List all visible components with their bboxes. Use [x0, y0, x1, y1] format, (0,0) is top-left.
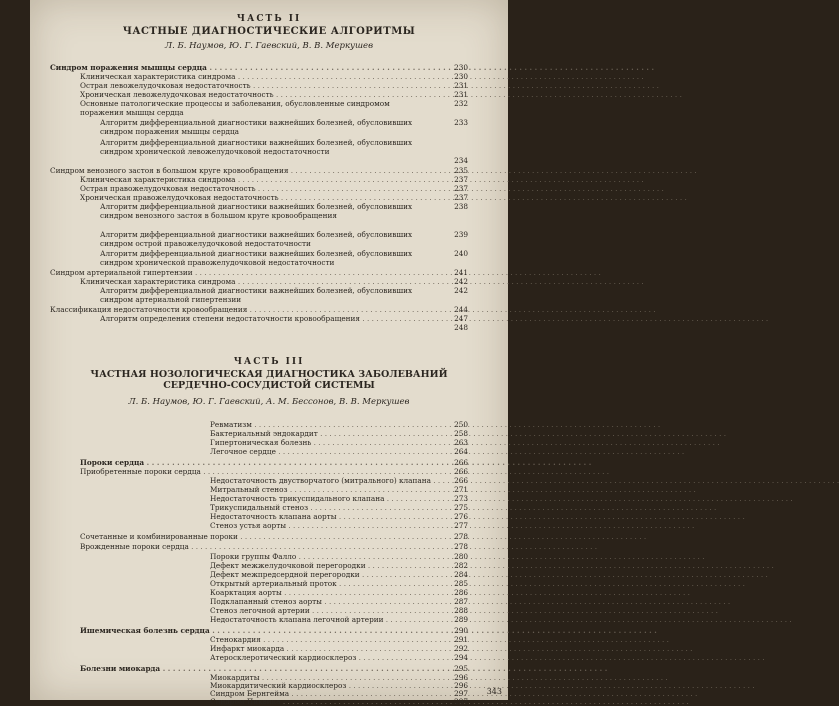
part-2-title: ЧАСТНЫЕ ДИАГНОСТИЧЕСКИЕ АЛГОРИТМЫ — [122, 26, 416, 37]
toc-entry: Алгоритм дифференциальной диагностики важнейших болезней, обусловивших синдром венозного застоя в большом круге кровообращения 238 — [100, 202, 468, 220]
toc-entry: Дефект межжелудочковой перегородки . . . 282 — [210, 561, 468, 570]
toc-entry: Болезни миокарда . . . 295 — [80, 664, 468, 673]
toc-entry: Недостаточность двустворчатого (митрального) клапана . . . 266 — [210, 476, 468, 485]
toc-entry: 248 — [454, 323, 468, 332]
toc-entry: Клиническая характеристика синдрома . . . 242 — [80, 277, 468, 286]
toc-entry: Недостаточность трикуспидального клапана . . . 273 — [210, 494, 468, 503]
toc-entry: Ревматизм . . . 250 — [210, 420, 468, 429]
toc-entry: Клиническая характеристика синдрома . . . 237 — [80, 175, 468, 184]
book-page — [30, 0, 508, 706]
toc-entry: Синдром артериальной гипертензии . . . 241 — [50, 268, 468, 277]
toc-entry: Инфаркт миокарда . . . 292 — [210, 644, 468, 653]
toc-entry: Сочетанные и комбинированные пороки . . . 278 — [80, 532, 468, 541]
toc-entry: Миокардиты . . . 296 — [210, 673, 468, 682]
toc-entry: Основные патологические процессы и заболевания, обусловленные синдромом поражения мышцы сердца 232 — [80, 99, 468, 117]
toc-entry: Хроническая правожелудочковая недостаточность . . . 237 — [80, 193, 468, 202]
toc-entry: Недостаточность клапана аорты . . . 276 — [210, 512, 468, 521]
toc-entry: Трикуспидальный стеноз . . . 275 — [210, 503, 468, 512]
toc-entry: Миокардитический кардиосклероз . . . 296 — [210, 681, 468, 690]
toc-entry: Острая правожелудочковая недостаточность . . . 237 — [80, 184, 468, 193]
part-3-heading: ЧАСТЬ III — [233, 357, 305, 367]
toc-entry: Пороки группы Фалло . . . 280 — [210, 552, 468, 561]
part-3-title: ЧАСТНАЯ НОЗОЛОГИЧЕСКАЯ ДИАГНОСТИКА ЗАБОЛЕВАНИЙ СЕРДЕЧНО-СОСУДИСТОЙ СИСТЕМЫ — [90, 369, 448, 391]
page-number: 343 — [486, 687, 502, 696]
toc-entry: Алгоритм дифференциальной диагностики важнейших болезней, обусловивших синдром хронической правожелудочковой недостаточности 240 — [100, 249, 468, 267]
toc-entry: Хроническая левожелудочковая недостаточность . . . 231 — [80, 90, 468, 99]
toc-entry: Стеноз легочной артерии . . . 288 — [210, 606, 468, 615]
toc-entry: Синдром венозного застоя в большом круге кровообращения . . . 235 — [50, 166, 468, 175]
part-3-authors: Л. Б. Наумов, Ю. Г. Гаевский, А. М. Бессонов, В. В. Меркушев — [128, 397, 410, 407]
toc-entry: Дефект межпредсердной перегородки . . . 284 — [210, 570, 468, 579]
part-2-heading: ЧАСТЬ II — [236, 14, 302, 24]
toc-entry: Бактериальный эндокардит . . . 258 — [210, 429, 468, 438]
toc-entry: Коарктация аорты . . . 286 — [210, 588, 468, 597]
toc-entry: Синдром Пиквика . . . 297 — [210, 697, 468, 700]
toc-entry: Пороки сердца . . . 266 — [80, 458, 468, 467]
toc-entry: Классификация недостаточности кровообращения . . . 244 — [50, 305, 468, 314]
toc-entry: Синдром Бернгейма . . . 297 — [210, 689, 468, 698]
toc-entry: Алгоритм дифференциальной диагностики важнейших болезней, обусловивших синдром поражения мышцы сердца 233 — [100, 118, 468, 136]
part-2-authors: Л. Б. Наумов, Ю. Г. Гаевский, В. В. Меркушев — [164, 41, 374, 51]
toc-entry: Синдром поражения мышцы сердца . . . 230 — [50, 63, 468, 72]
toc-entry: Недостаточность клапана легочной артерии . . . 289 — [210, 615, 468, 624]
toc-entry: Гипертоническая болезнь . . . 263 — [210, 438, 468, 447]
toc-entry: Стенокардия . . . 291 — [210, 635, 468, 644]
toc-entry: Приобретенные пороки сердца . . . 266 — [80, 467, 468, 476]
toc-entry: Атеросклеротический кардиосклероз . . . 294 — [210, 653, 468, 662]
toc-entry: Стеноз устья аорты . . . 277 — [210, 521, 468, 530]
toc-entry: Алгоритм дифференциальной диагностики важнейших болезней, обусловивших синдром хронической левожелудочковой недостаточности 234 — [100, 138, 468, 165]
toc-entry: Алгоритм определения степени недостаточности кровообращения . . . 247 — [100, 314, 468, 323]
toc-entry: Митральный стеноз . . . 271 — [210, 485, 468, 494]
toc-entry: Алгоритм дифференциальной диагностики важнейших болезней, обусловивших синдром артериальной гипертензии 242 — [100, 286, 468, 304]
toc-entry: Легочное сердце . . . 264 — [210, 447, 468, 456]
toc-entry: Подклапанный стеноз аорты . . . 287 — [210, 597, 468, 606]
toc-entry: Открытый артериальный проток . . . 285 — [210, 579, 468, 588]
toc-entry: Ишемическая болезнь сердца . . . 290 — [80, 626, 468, 635]
toc-entry: Врожденные пороки сердца . . . 278 — [80, 542, 468, 551]
toc-entry: Клиническая характеристика синдрома . . . 230 — [80, 72, 468, 81]
toc-entry: Острая левожелудочковая недостаточность . . . 231 — [80, 81, 468, 90]
toc-entry: Алгоритм дифференциальной диагностики важнейших болезней, обусловивших синдром острой правожелудочковой недостаточности 239 — [100, 230, 468, 248]
